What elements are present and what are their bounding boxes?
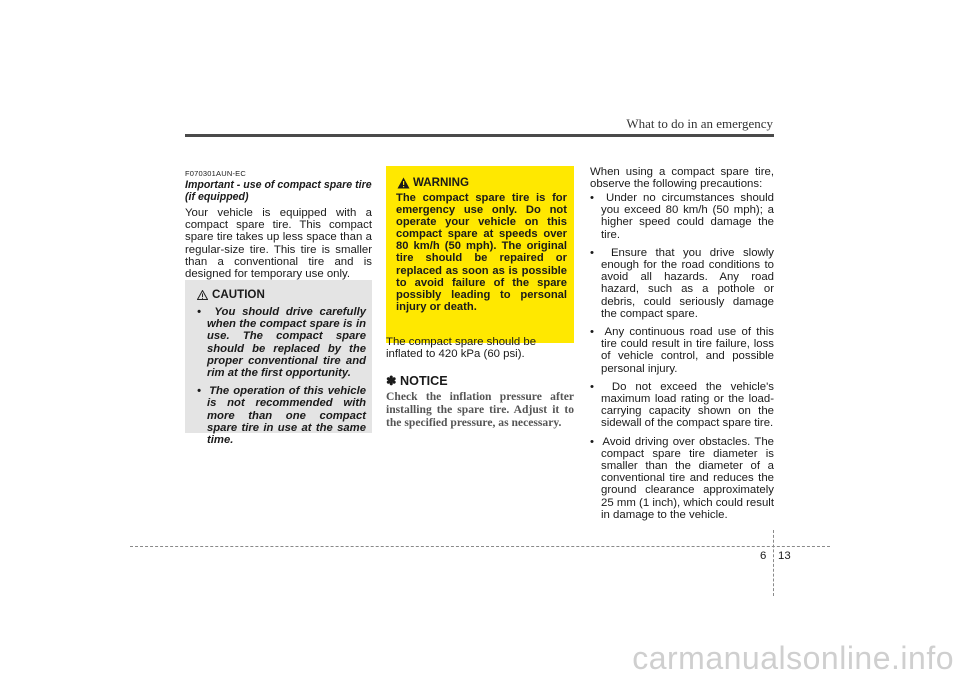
warning-text: The compact spare tire is for emergency use only. Do not operate your vehicle on this compact spare at speeds over 80 km/h (50 mph). The original tire should be repaired or replaced as soon as is possible to avoid failure of the spare possibly leading to personal injury or death. [396,192,567,313]
warning-heading [397,176,469,189]
precaution-item: • Under no circumstances should you exceed 80 km/h (50 mph); a higher speed could damage the tire. [590,192,774,241]
caution-triangle-icon [197,290,208,300]
notice-text: Check the inflation pressure after installing the spare tire. Adjust it to the specified pressure, as necessary. [386,390,574,429]
chapter-number: 6 [760,550,767,562]
notice-heading: ✽ NOTICE [386,374,448,388]
precaution-item: • Any continuous road use of this tire could result in tire failure, loss of vehicle control, and possible personal injury. [590,326,774,375]
caution-box [185,280,372,447]
caution-list [191,306,366,452]
warning-triangle-icon [397,177,410,189]
inflation-paragraph: The compact spare should be inflated to 420 kPa (60 psi). [386,336,537,361]
caution-item: • The operation of this vehicle is not recommended with more than one compact spare tire in use at the same time. [197,385,366,447]
caution-title: CAUTION [212,288,265,301]
subheading: Important - use of compact spare tire (if equipped) [185,179,372,203]
intro-paragraph: Your vehicle is equipped with a compact spare tire. This compact spare tire takes up less space than a regular-size tire. This tire is smaller than a conventional tire and is designed for temporary use only. [185,207,372,281]
precautions-list [590,192,774,527]
warning-title: WARNING [413,176,470,189]
watermark: carmanualsonline.info [632,640,954,676]
footer-divider [773,530,774,596]
precaution-item: • Avoid driving over obstacles. The compact spare tire diameter is smaller than the diameter of a conventional tire and reduces the ground clearance approximately 25 mm (1 inch), which could result in damage to the vehicle. [590,435,774,521]
document-code: F070301AUN-EC [185,169,246,178]
warning-box [386,166,574,343]
section-title: What to do in an emergency [626,116,773,131]
header-rule [185,134,774,137]
page-number: 13 [778,550,791,562]
caution-heading [197,288,265,301]
precaution-item: • Ensure that you drive slowly enough for the road conditions to avoid all hazards. Any road hazard, such as a pothole or debris, could seriously damage the compact spare. [590,246,774,320]
footer-rule [130,546,830,547]
precaution-item: • Do not exceed the vehicle's maximum load rating or the load-carrying capacity shown on the sidewall of the compact spare tire. [590,380,774,430]
caution-item: • You should drive carefully when the compact spare is in use. The compact spare should be replaced by the proper conventional tire and rim at the first opportunity. [197,306,367,380]
precautions-intro: When using a compact spare tire, observe the following precautions: [590,166,774,191]
